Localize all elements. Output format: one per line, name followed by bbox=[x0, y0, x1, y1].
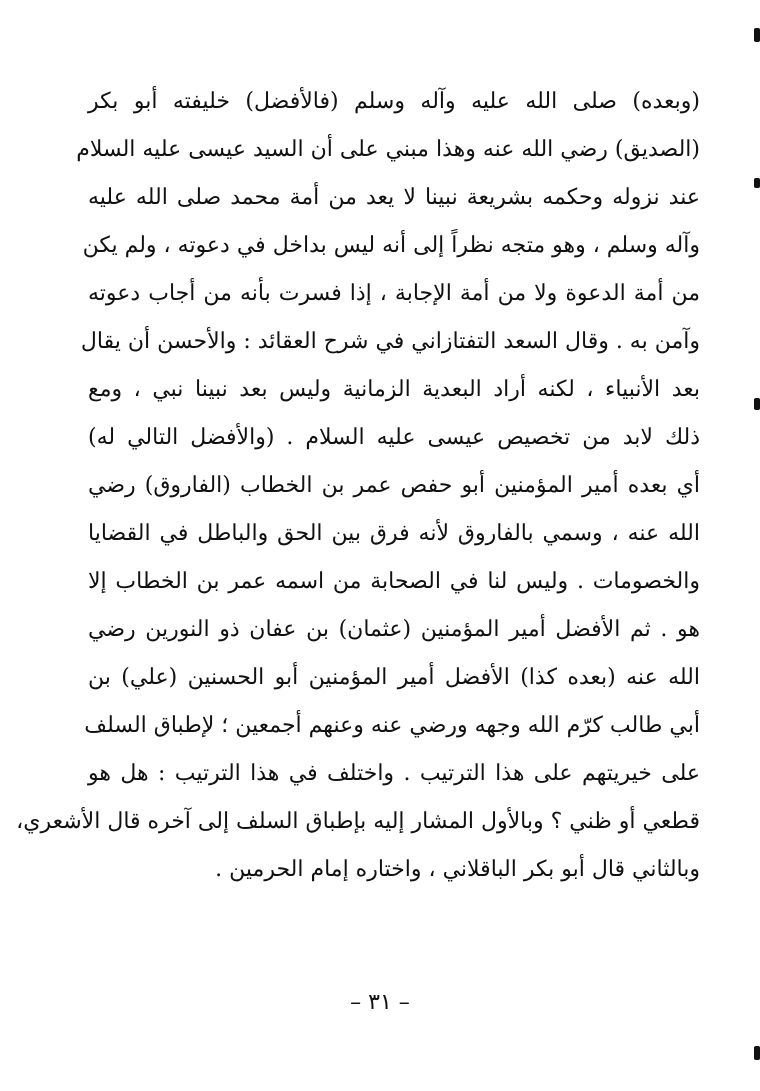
text-line: عند نزوله وحكمه بشريعة نبينا لا يعد من أمة محمد صلى الله عليه bbox=[88, 185, 700, 210]
scan-edge-mark bbox=[754, 398, 760, 410]
scan-edge-mark bbox=[754, 28, 760, 42]
text-line: الله عنه (بعده كذا) الأفضل أمير المؤمنين أبو الحسنين (علي) بن bbox=[88, 665, 700, 690]
body-text bbox=[16, 78, 700, 894]
text-line: قطعي أو ظني ؟ وبالأول المشار إليه بإطباق السلف إلى آخره قال الأشعري، bbox=[16, 809, 700, 834]
text-line: ذلك لابد من تخصيص عيسى عليه السلام . (والأفضل التالي له) bbox=[88, 425, 700, 450]
text-line: وآله وسلم ، وهو متجه نظراً إلى أنه ليس بداخل في دعوته ، ولم يكن bbox=[82, 233, 700, 258]
text-line: (وبعده) صلى الله عليه وآله وسلم (فالأفضل) خليفته أبو بكر bbox=[88, 89, 700, 114]
page-number: – ٣١ – bbox=[350, 990, 410, 1015]
scan-edge-mark bbox=[754, 178, 760, 188]
text-line: على خيريتهم على هذا الترتيب . واختلف في هذا الترتيب : هل هو bbox=[88, 761, 700, 786]
text-line: بعد الأنبياء ، لكنه أراد البعدية الزمانية وليس بعد نبينا نبي ، ومع bbox=[88, 377, 700, 402]
text-line: من أمة الدعوة ولا من أمة الإجابة ، إذا فسرت بأنه من أجاب دعوته bbox=[88, 281, 700, 306]
text-line: وبالثاني قال أبو بكر الباقلاني ، واختاره إمام الحرمين . bbox=[215, 857, 700, 882]
text-line: هو . ثم الأفضل أمير المؤمنين (عثمان) بن عفان ذو النورين رضي bbox=[88, 617, 700, 642]
text-line: والخصومات . وليس لنا في الصحابة من اسمه عمر بن الخطاب إلا bbox=[88, 569, 700, 594]
text-line: أبي طالب كرّم الله وجهه ورضي عنه وعنهم أجمعين ؛ لإطباق السلف bbox=[84, 713, 700, 738]
text-line: الله عنه ، وسمي بالفاروق لأنه فرق بين الحق والباطل في القضايا bbox=[88, 521, 700, 546]
text-line: وآمن به . وقال السعد التفتازاني في شرح العقائد : والأحسن أن يقال bbox=[80, 329, 700, 354]
scan-edge-mark bbox=[754, 1046, 760, 1060]
text-line: (الصديق) رضي الله عنه وهذا مبني على أن السيد عيسى عليه السلام bbox=[76, 137, 700, 162]
text-line: أي بعده أمير المؤمنين أبو حفص عمر بن الخطاب (الفاروق) رضي bbox=[88, 473, 700, 498]
